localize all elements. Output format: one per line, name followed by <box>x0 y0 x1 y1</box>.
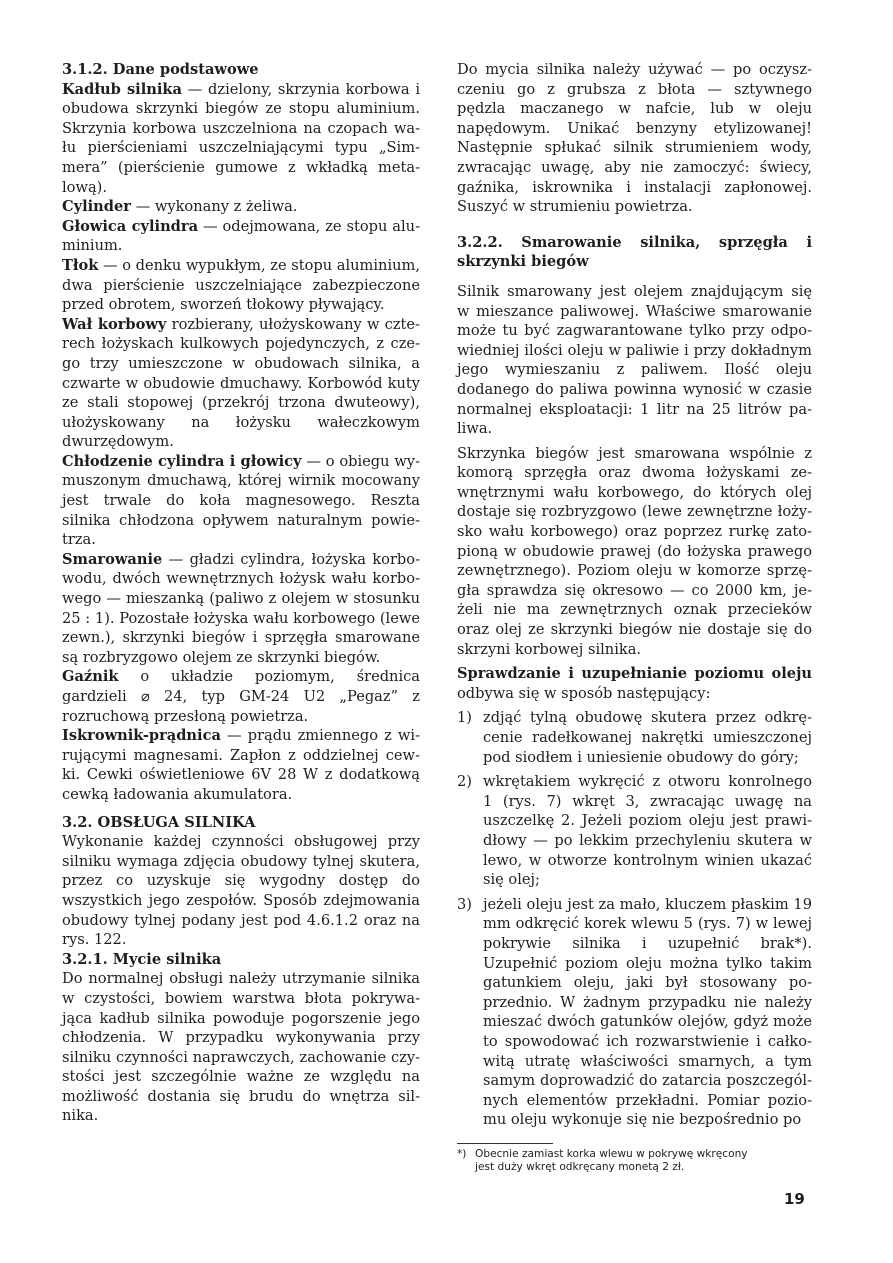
right-column <box>457 60 812 1130</box>
paragraph-chlodzenie <box>62 452 420 550</box>
paragraph-cylinder <box>62 197 420 217</box>
text-cylinder: — wykonany z żeliwa. <box>130 198 298 216</box>
term-chlodzenie: Chłodzenie cylindra i głowicy <box>62 452 302 470</box>
paragraph-tlok <box>62 256 420 315</box>
list-item-text: jeżeli oleju jest za mało, kluczem płaskim 19 mm odkręcić korek wlewu 5 (rys. 7) w lewej pokrywie silnika i uzupełnić brak*). Uzupełnić poziom oleju można tylko takim gatunkiem oleju, jaki był stosowany poprzednio. W żadnym przypadku nie należy mieszać dwóch gatunków olejów, gdyż może to spowodować ich rozwarstwienie i całkowitą utratę właściwości smarnych, a tym samym doprowadzić do zatarcia poszczególnych elementów przekładni. Pomiar poziomu oleju wykonuje się nie bezpośrednio po <box>483 895 812 1129</box>
section-heading-3-2-2: 3.2.2. Smarowanie silnika, sprzęgła i skrzynki biegów <box>457 233 812 271</box>
paragraph-sprawdzanie <box>457 664 812 703</box>
list-item-number: 1) <box>457 709 472 727</box>
list-item-text: zdjąć tylną obudowę skutera przez odkręcenie radełkowanej nakrętki umieszczonej pod siodłem i uniesienie obudowy do góry; <box>483 709 812 766</box>
text-tlok: — o denku wypukłym, ze stopu aluminium, dwa pierścienie uszczelniające zabezpieczone przed obrotem, sworzeń tłokowy pływający. <box>62 256 420 314</box>
list-item <box>457 895 812 1130</box>
footnote-divider <box>457 1143 553 1144</box>
list-item <box>457 772 812 890</box>
paragraph-mycie-continued: Do mycia silnika należy używać — po oczyszczeniu go z grubsza z błota — sztywnego pędzla maczanego w nafcie, lub w oleju napędowym. Unikać benzyny etylizowanej! Następnie spłukać silnik strumieniem wody, zwracając uwagę, aby nie zamoczyć: świecy, gaźnika, iskrownika i instalacji zapłonowej. Suszyć w strumieniu powietrza. <box>457 61 812 216</box>
term-sprawdzanie: Sprawdzanie i uzupełnianie poziomu oleju <box>457 665 812 683</box>
text-iskrownik: — prądu zmiennego z wirującymi magnesami. Zapłon z oddzielnej cewki. Cewki oświetleniowe 6V 28 W z dodatkową cewką ładowania akumulatora. <box>62 727 420 803</box>
paragraph-gaznik <box>62 667 420 726</box>
footnote <box>457 1148 812 1174</box>
text-glowica: — odejmowana, ze stopu aluminium. <box>62 217 420 255</box>
paragraph-glowica <box>62 217 420 256</box>
footnote-line-2: jest duży wkręt odkręcany monetą 2 zł. <box>475 1161 685 1173</box>
term-smarowanie: Smarowanie <box>62 550 163 568</box>
term-wal: Wał korbowy <box>62 315 167 333</box>
paragraph-obsluga: Wykonanie każdej czynności obsługowej przy silniku wymaga zdjęcia obudowy tylnej skutera, przez co uzyskuje się wygodny dostęp do wszystkich jego zespołów. Sposób zdejmowania obudowy tylnej podany jest pod 4.6.1.2 oraz na rys. 122. <box>62 833 420 949</box>
text-gaznik: o układzie poziomym, średnica gardzieli ⌀ 24, typ GM-24 U2 „Pegaz” z rozruchową przesłoną powietrza. <box>62 668 420 725</box>
left-column <box>62 60 420 1126</box>
paragraph-smarowanie-1: Silnik smarowany jest olejem znajdującym się w mieszance paliwowej. Właściwe smarowanie może tu być zagwarantowane tylko przy odpowiedniej ilości oleju w paliwie i przy dokładnym jego wymieszaniu z paliwem. Ilość oleju dodanego do paliwa powinna wynosić w czasie normalnej eksploatacji: 1 litr na 25 litrów paliwa. <box>457 282 812 438</box>
term-cylinder: Cylinder <box>62 198 131 216</box>
list-item-number: 3) <box>457 895 472 913</box>
section-heading-3-1-2: 3.1.2. Dane podstawowe <box>62 61 259 78</box>
list-item-number: 2) <box>457 773 472 791</box>
section-heading-3-2: 3.2. OBSŁUGA SILNIKA <box>62 813 256 831</box>
term-kadlub: Kadłub silnika <box>62 80 182 98</box>
footnote-mark: *) <box>457 1148 467 1160</box>
page-number: 19 <box>784 1190 805 1208</box>
list-item-text: wkrętakiem wykręcić z otworu konrolnego 1 (rys. 7) wkręt 3, zwracając uwagę na uszczelkę 2. Jeżeli poziom oleju jest prawidłowy — po lekkim przechyleniu skutera w lewo, w otworze kontrolnym winien ukazać się olej; <box>483 773 812 889</box>
paragraph-wal <box>62 315 420 452</box>
paragraph-iskrownik <box>62 726 420 804</box>
text-kadlub: — dzielony, skrzynia korbowa i obudowa skrzynki biegów ze stopu aluminium. Skrzynia korbowa uszczelniona na czopach wału pierścieniami uszczelniającymi typu „Simmera” (pierścienie gumowe z wkładką metalową). <box>62 80 420 196</box>
paragraph-mycie: Do normalnej obsługi należy utrzymanie silnika w czystości, bowiem warstwa błota pokrywająca kadłub silnika powoduje pogorszenie jego chłodzenia. W przypadku wykonywania przy silniku czynności naprawczych, zachowanie czystości jest szczególnie ważne ze względu na możliwość dostania się brudu do wnętrza silnika. <box>62 970 420 1125</box>
text-chlodzenie: — o obiegu wymuszonym dmuchawą, której wirnik mocowany jest trwale do koła magnesowego. Reszta silnika chłodzona opływem naturalnym powietrza. <box>62 452 420 549</box>
section-heading-3-2-1: 3.2.1. Mycie silnika <box>62 950 222 968</box>
paragraph-smarowanie <box>62 550 420 668</box>
procedure-list <box>457 708 812 1129</box>
paragraph-kadlub <box>62 80 420 198</box>
text-sprawdzanie: odbywa się w sposób następujący: <box>457 684 711 702</box>
list-item <box>457 708 812 767</box>
term-tlok: Tłok <box>62 256 99 274</box>
footnote-line-1: Obecnie zamiast korka wlewu w pokrywę wkręcony <box>475 1148 748 1160</box>
text-wal: rozbierany, ułożyskowany w czterech łożyskach kulkowych pojedynczych, z czego trzy umieszczone w obudowach silnika, a czwarte w obudowie dmuchawy. Korbowód kuty ze stali stopowej (przekrój trzona dwuteowy), ułożyskowany na łożysku wałeczkowym dwurzędowym. <box>62 315 420 451</box>
term-glowica: Głowica cylindra <box>62 217 199 235</box>
text-smarowanie: — gładzi cylindra, łożyska korbowodu, dwóch wewnętrznych łożysk wału korbowego — mieszanką (paliwo z olejem w stosunku 25 : 1). Pozostałe łożyska wału korbowego (lewe zewn.), skrzynki biegów i sprzęgła smarowane są rozbryzgowo olejem ze skrzynki biegów. <box>62 550 420 666</box>
paragraph-smarowanie-2: Skrzynka biegów jest smarowana wspólnie z komorą sprzęgła oraz dwoma łożyskami zewnętrznymi wału korbowego, do których olej dostaje się rozbryzgowo (lewe zewnętrzne łożysko wału korbowego) oraz poprzez rurkę zatopioną w obudowie prawej (do łożyska prawego zewnętrznego). Poziom oleju w komorze sprzęgła sprawdza się okresowo — co 2000 km, jeżeli nie ma zewnętrznych oznak przecieków oraz olej ze skrzynki biegów nie dostaje się do skrzyni korbowej silnika. <box>457 444 812 658</box>
term-iskrownik: Iskrownik-prądnica <box>62 727 221 745</box>
term-gaznik: Gaźnik <box>62 668 119 686</box>
